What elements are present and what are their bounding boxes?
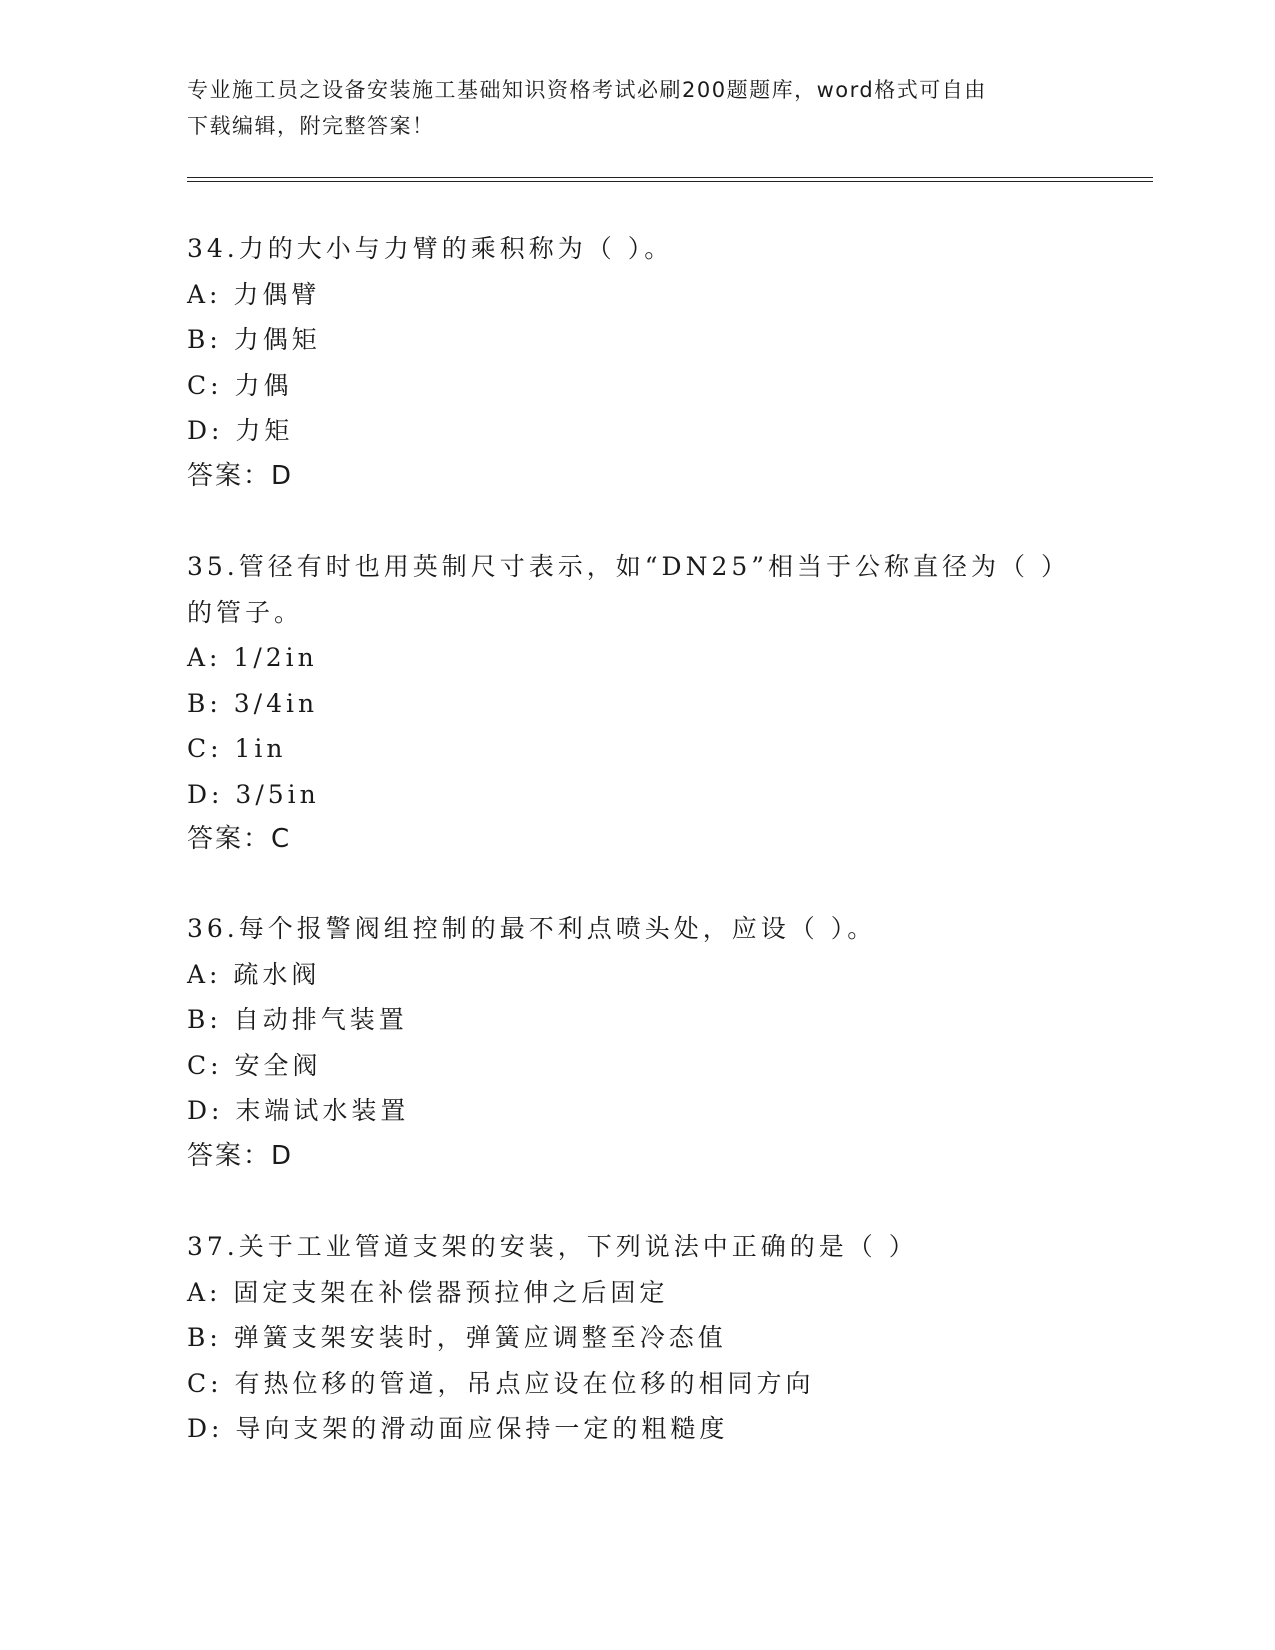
answer-text: 答案：C — [187, 824, 292, 854]
question-34 — [187, 226, 1117, 499]
option-c: C: 力偶 — [187, 370, 293, 400]
question-stem-continued: 的管子。 — [187, 597, 304, 627]
question-35 — [187, 544, 1117, 863]
answer-text: 答案：D — [187, 1140, 294, 1171]
option-c: C: 有热位移的管道，吊点应设在位移的相同方向 — [187, 1368, 815, 1398]
option-a: A: 1/2in — [187, 643, 318, 672]
option-c: C: 1in — [187, 734, 287, 763]
question-37 — [187, 1224, 1117, 1452]
question-stem: 34.力的大小与力臂的乘积称为（ ）。 — [187, 234, 674, 263]
option-d: D: 3/5in — [187, 779, 320, 809]
option-a: A: 疏水阀 — [187, 959, 321, 989]
question-stem: 37.关于工业管道支架的安装，下列说法中正确的是（ ） — [187, 1232, 918, 1261]
header-line-2: 下载编辑，附完整答案！ — [187, 114, 435, 138]
option-d: D: 力矩 — [187, 416, 294, 445]
option-a: A: 固定支架在补偿器预拉伸之后固定 — [187, 1277, 669, 1307]
option-b: B: 3/4in — [187, 688, 319, 718]
option-c: C: 安全阀 — [187, 1050, 322, 1080]
header-divider-top — [187, 177, 1153, 178]
option-d: D: 末端试水装置 — [187, 1096, 410, 1125]
option-b: B: 自动排气装置 — [187, 1005, 408, 1034]
document-header — [187, 72, 1067, 144]
option-b: B: 弹簧支架安装时，弹簧应调整至冷态值 — [187, 1323, 727, 1352]
question-stem: 35.管径有时也用英制尺寸表示，如“DN25”相当于公称直径为（ ） — [187, 552, 1070, 581]
option-a: A: 力偶臂 — [187, 279, 321, 309]
option-d: D: 导向支架的滑动面应保持一定的粗糙度 — [187, 1414, 729, 1443]
question-36 — [187, 906, 1117, 1179]
answer-text: 答案：D — [187, 460, 294, 491]
option-b: B: 力偶矩 — [187, 325, 321, 354]
header-divider-bottom — [187, 181, 1153, 182]
question-stem: 36.每个报警阀组控制的最不利点喷头处，应设（ ）。 — [187, 914, 877, 943]
header-line-1: 专业施工员之设备安装施工基础知识资格考试必刷200题题库，word格式可自由 — [187, 78, 987, 102]
